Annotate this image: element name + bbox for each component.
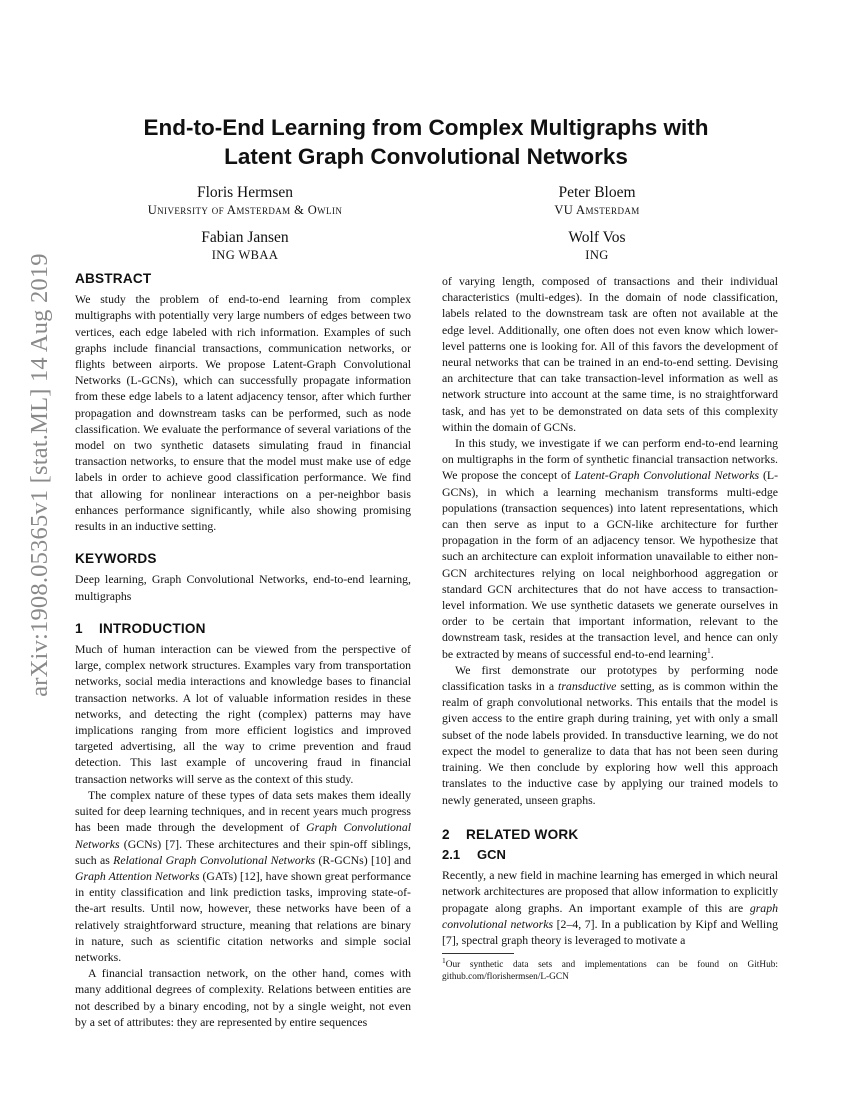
- left-column: [75, 271, 411, 1030]
- intro-paragraph-3-continued: of varying length, composed of transactions and their individual characteristics (multi-edges). In the domain of node classification, labels related to the downstream task are often not available at the edge level. Additionally, one often does not even know which lower-level patterns one is looking for. All of this favors the development of neural networks that can be trained in an end-to-end setting. Devising an architecture that can take transaction-level information as well as network structure into account at the same time, is no straightforward task, and has yet to be demonstrated on data sets of this complexity within the domain of GCNs.: [442, 274, 778, 434]
- author-affiliation: University of Amsterdam & Owlin: [147, 203, 343, 217]
- author-name: Floris Hermsen: [196, 184, 293, 201]
- emphasis: graph convolutional networks: [442, 900, 778, 931]
- intro-paragraph-1: Much of human interaction can be viewed from the perspective of large, complex network structures. Examples vary from transportation networks, social media interactions and knowledge bases to financial transaction networks. A lot of valuable information resides in these networks, and detecting the right (complex) patterns may have implications ranging from more efficient logistics and improved targeted advertising, all the way to crime prevention and fraud detection. This last example of uncovering fraud in financial transaction networks will serve as the context of this study.: [75, 642, 411, 786]
- section-heading-related-work: [442, 827, 778, 843]
- section-title: RELATED WORK: [466, 826, 579, 842]
- subsection-title: GCN: [477, 846, 506, 862]
- text-run: [2–4, 7]. In a publication by Kipf and Welling [7], spectral graph theory is leveraged to motivate a: [442, 916, 778, 947]
- author-block: [75, 229, 415, 263]
- text-run: .: [710, 646, 714, 661]
- section-heading-introduction: [75, 621, 411, 637]
- author-name: Peter Bloem: [558, 184, 636, 201]
- author-affiliation: VU Amsterdam: [554, 203, 640, 217]
- emphasis: Relational Graph Convolutional Networks: [113, 852, 316, 867]
- emphasis: Graph Convolutional Networks: [75, 820, 411, 851]
- author-block: [427, 229, 767, 263]
- intro-paragraph-5: [442, 662, 778, 808]
- text-run: (GATs) [12], have shown great performance in entity classification and link prediction tasks, improving state-of-the-art results. Until now, however, these networks have been of a relatively straightforward structure, meaning that relations are binary in nature, such as scientific citation networks and simple social networks.: [75, 868, 411, 964]
- arxiv-identifier-stamp: arXiv:1908.05365v1 [stat.ML] 14 Aug 2019: [26, 253, 53, 697]
- author-name: Wolf Vos: [568, 229, 626, 246]
- author-block: [75, 184, 415, 218]
- author-affiliation: ING: [585, 248, 609, 262]
- intro-paragraph-3: A financial transaction network, on the other hand, comes with many additional degrees of complexity. Relations between entities are not described by a binary encoding, not by a single weight, not even by a set of attributes: they are represented by entire sequences: [75, 966, 411, 1029]
- text-run: setting, as is common within the realm of graph convolutional networks. This entails that the model is given access to the entire graph during training, yet with only a small subset of the node labels provided. In transductive learning, we do not expect the model to generalize to data that has not been seen during training. We then conclude by exploring how well this approach translates to the inductive case by applying our trained models to newly generated, unseen graphs.: [442, 679, 779, 807]
- text-run: (GCNs) [7]. These architectures and their spin-off siblings, such as: [75, 836, 411, 867]
- text-run: The complex nature of these types of data sets makes them ideally suited for deep learning techniques, and in recent years much progress has been made through the development of: [75, 787, 411, 835]
- keywords-text: Deep learning, Graph Convolutional Networks, end-to-end learning, multigraphs: [75, 572, 411, 603]
- author-name: Fabian Jansen: [201, 229, 289, 246]
- footnote: [442, 955, 778, 983]
- intro-paragraph-4: [442, 435, 778, 662]
- text-run: Recently, a new field in machine learning has emerged in which neural network architectures are proposed that allow information to explicitly propagate along graphs. An important example of this are: [442, 868, 778, 915]
- title-line-2: Latent Graph Convolutional Networks: [224, 143, 628, 169]
- section-number: 2: [442, 826, 450, 842]
- related-work-paragraph-1: [442, 867, 778, 948]
- right-column: [442, 273, 778, 948]
- emphasis: transductive: [558, 679, 617, 694]
- text-run: (R-GCNs) [10] and: [315, 852, 411, 867]
- text-run: In this study, we investigate if we can perform end-to-end learning on multigraphs in the form of synthetic financial transaction networks. We propose the concept of: [442, 436, 778, 483]
- author-block: [427, 184, 767, 218]
- intro-paragraph-2: [75, 787, 411, 965]
- text-run: We first demonstrate our prototypes by performing node classification tasks in a: [442, 662, 778, 694]
- abstract-text: We study the problem of end-to-end learning from complex multigraphs with potentially very large numbers of edges between two vertices, each edge labeled with rich information. Examples of such graphs include financial transactions, communication networks, or flights between airports. We propose Latent-Graph Convolutional Networks (L-GCNs), which can successfully propagate information from these edge labels to a latent adjacency tensor, after which further propagation and downstream tasks can be performed, such as node classification. We evaluate the performance of several variations of the model on two synthetic datasets simulating fraud in financial transaction networks, to ensure that the model must make use of edge labels in order to achieve good classification performance. We find that allowing for nonlinear interactions on a per-neighbor basis enhances performance significantly, while also showing promising results in an inductive setting.: [75, 292, 411, 534]
- author-affiliation: ING WBAA: [211, 248, 279, 262]
- footnote-divider: [442, 953, 514, 954]
- paper-title: [75, 114, 777, 171]
- emphasis: Latent-Graph Convolutional Networks: [574, 468, 760, 483]
- subsection-number: 2.1: [442, 846, 461, 862]
- footnote-text: Our synthetic data sets and implementations can be found on GitHub: github.com/florishermsen/L-GCN: [442, 960, 778, 982]
- footnote-marker[interactable]: 1: [707, 645, 711, 655]
- section-number: 1: [75, 620, 83, 636]
- text-run: (L-GCNs), in which a learning mechanism transforms multi-edge populations (transaction sequences) into latent representations, which can then serve as input to a GCN-like architecture for further propagation in the form of an adjacency tensor. We hypothesize that such an architecture can exploit information unavailable to either non-GCN architectures relying on local neighborhood aggregation or standard GCN architectures that do not have access to transaction-level information. We use synthetic datasets we generate ourselves in order to be certain that important information, relevant to the downstream task, resides at the transaction level, and hence can only be extracted by means of successful end-to-end learning: [442, 468, 779, 661]
- abstract-heading: ABSTRACT: [75, 271, 152, 286]
- title-line-1: End-to-End Learning from Complex Multigraphs with: [143, 115, 709, 140]
- footnote-mark: 1: [442, 955, 446, 965]
- keywords-heading: KEYWORDS: [75, 551, 157, 567]
- emphasis: Graph Attention Networks: [75, 868, 200, 883]
- subsection-heading-gcn: [442, 847, 778, 863]
- section-title: INTRODUCTION: [99, 620, 206, 636]
